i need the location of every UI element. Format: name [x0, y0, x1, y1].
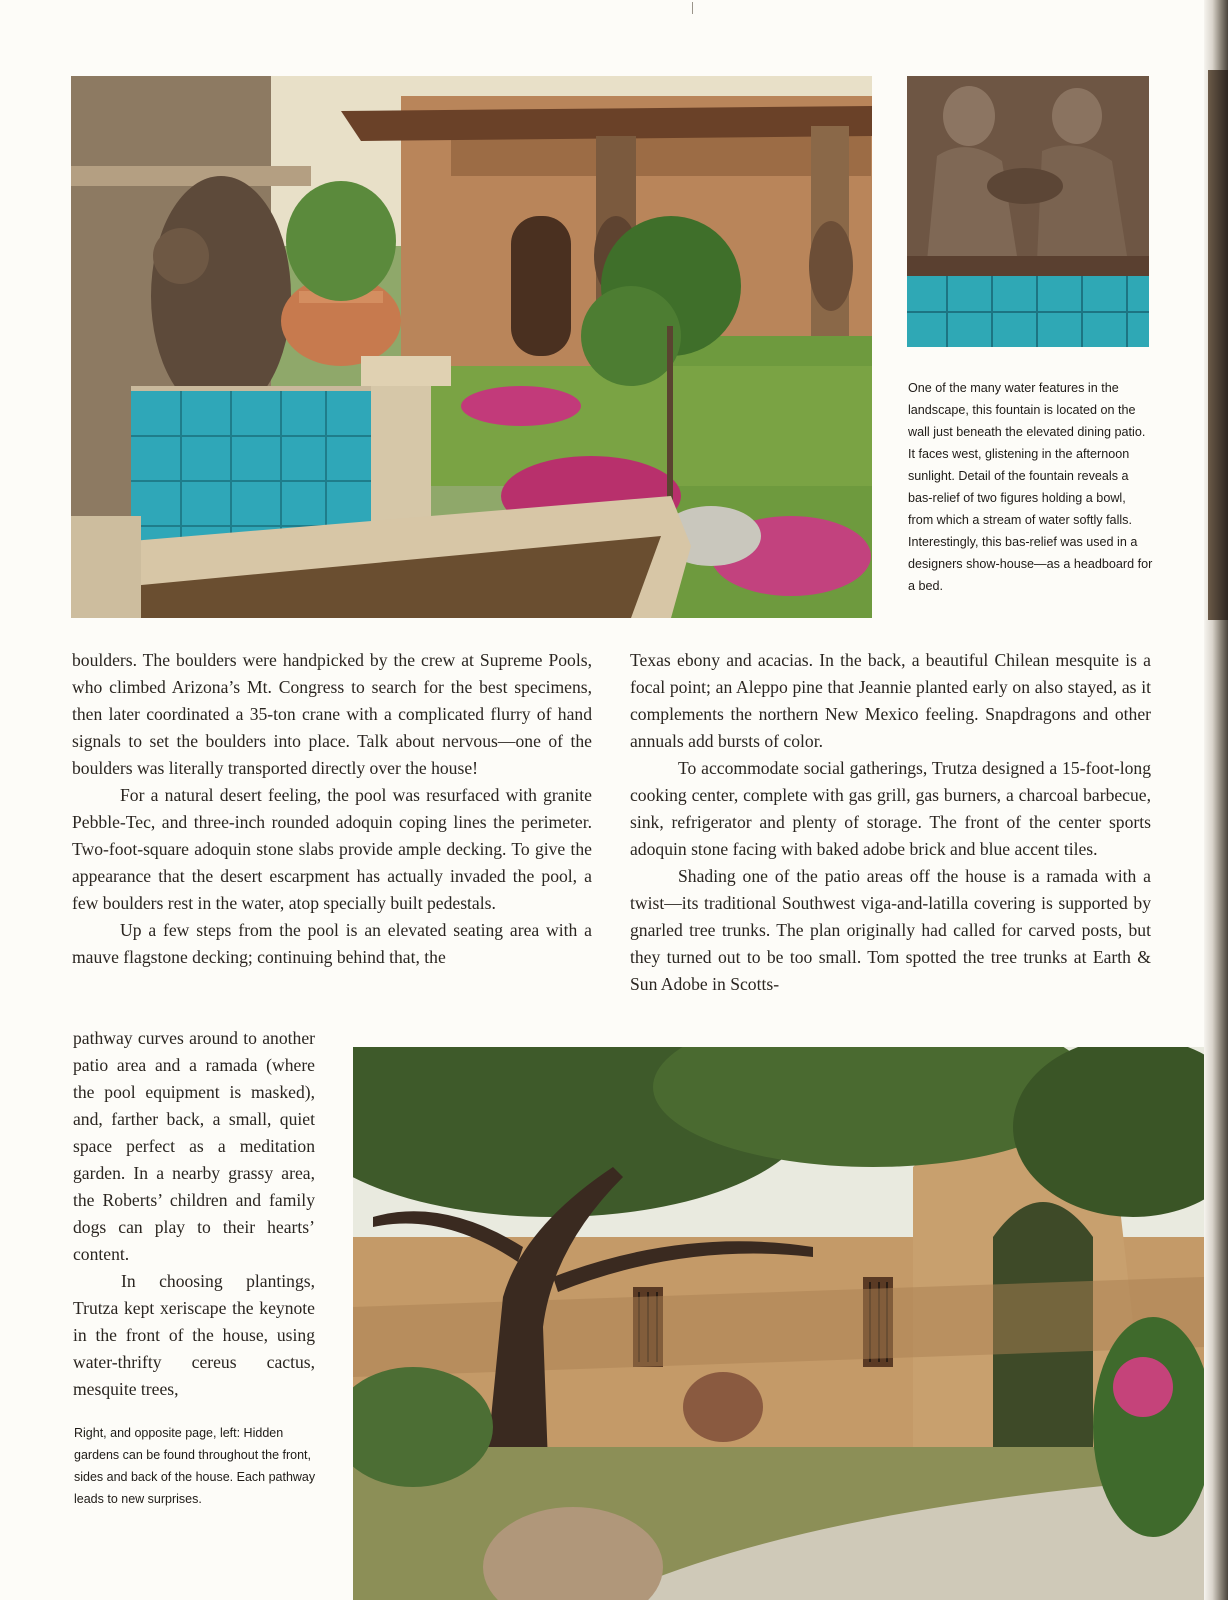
- photo-adobe-courtyard: [353, 1047, 1204, 1600]
- body-paragraph: pathway curves around to another patio area and a ramada (where the pool equipment is masked), and, farther back, a small, quiet space perfect as a meditation garden. In a nearby grassy area, the Roberts’ children and family dogs can play to their hearts’ content.: [73, 1028, 315, 1264]
- photo-bas-relief-detail: [907, 76, 1149, 347]
- body-paragraph: Texas ebony and acacias. In the back, a beautiful Chilean mesquite is a focal point; an Aleppo pine that Jeannie planted early on also stayed, as it complements the northern New Mexico feeling. Snapdragons and other annuals add bursts of color.: [630, 650, 1151, 751]
- body-paragraph: In choosing plantings, Trutza kept xeriscape the keynote in the front of the house, using water-thrifty cereus cactus, mesquite trees,: [73, 1271, 315, 1399]
- body-column-right: [630, 647, 1151, 998]
- photo-fountain-patio: [71, 76, 872, 618]
- body-paragraph: For a natural desert feeling, the pool was resurfaced with granite Pebble-Tec, and three-inch rounded adoquin coping lines the perimeter. Two-foot-square adoquin stone slabs provide ample decking. To give the appearance that the desert escarpment has actually invaded the pool, a few boulders rest in the water, atop specially built pedestals.: [72, 785, 592, 913]
- body-column-left: [72, 647, 592, 971]
- page-edge-shadow: [1204, 0, 1228, 1600]
- body-column-narrow: [73, 1025, 315, 1403]
- body-paragraph: boulders. The boulders were handpicked by the crew at Supreme Pools, who climbed Arizona’s Mt. Congress to search for the best specimens, then later coordinated a 35-ton crane with a complicated flurry of hand signals to set the boulders into place. Talk about nervous—one of the boulders was literally transported directly over the house!: [72, 650, 592, 778]
- body-paragraph: Shading one of the patio areas off the house is a ramada with a twist—its traditional Southwest viga-and-latilla covering is supported by gnarled tree trunks. The plan originally had called for carved posts, but they turned out to be too small. Tom spotted the tree trunks at Earth & Sun Adobe in Scotts-: [630, 866, 1151, 994]
- body-paragraph: To accommodate social gatherings, Trutza designed a 15-foot-long cooking center, complete with gas grill, gas burners, a charcoal barbecue, sink, refrigerator and plenty of storage. The front of the center sports adoquin stone facing with baked adobe brick and blue accent tiles.: [630, 758, 1151, 859]
- caption-fountain: One of the many water features in the landscape, this fountain is located on the wall just beneath the elevated dining patio. It faces west, glistening in the afternoon sunlight. Detail of the fountain reveals a bas-relief of two figures holding a bowl, from which a stream of water softly falls. Interestingly, this bas-relief was used in a designers show-house—as a headboard for a bed.: [908, 381, 1153, 593]
- fold-mark: [692, 2, 693, 14]
- caption-hidden-gardens: Right, and opposite page, left: Hidden gardens can be found throughout the front, sides and back of the house. Each pathway leads to new surprises.: [74, 1426, 316, 1506]
- body-paragraph: Up a few steps from the pool is an elevated seating area with a mauve flagstone decking; continuing behind that, the: [72, 920, 592, 967]
